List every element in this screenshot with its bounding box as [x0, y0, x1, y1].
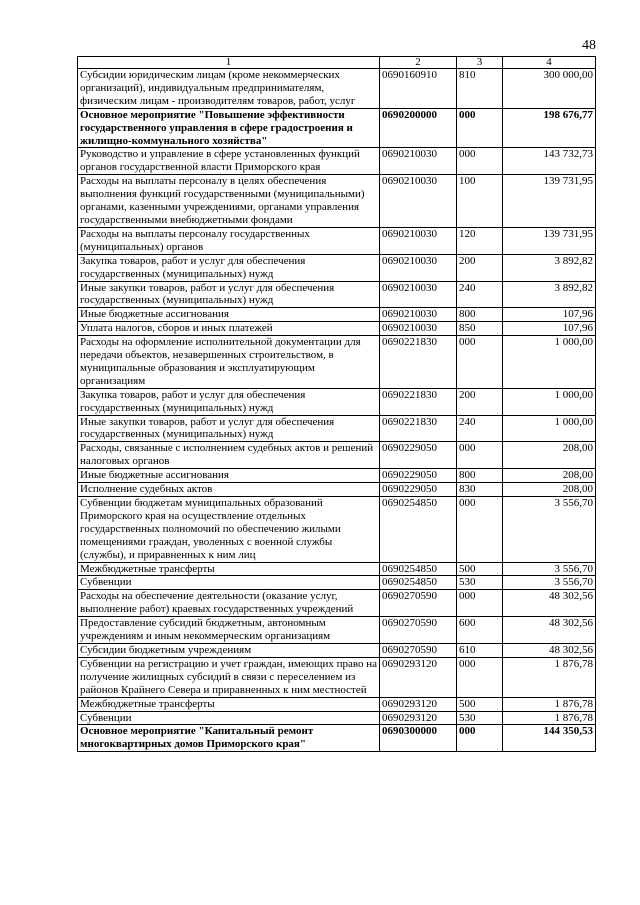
row-amount-cell: 139 731,95 [503, 175, 596, 228]
table-row [78, 69, 596, 109]
row-name-cell: Субвенции на регистрацию и учет граждан, имеющих право на получение жилищных субсидий в связи с переселением из районов Крайнего Севера и приравненных к ним местностей [78, 657, 380, 697]
row-code-cell: 0690254850 [380, 562, 457, 576]
row-amount-cell: 1 000,00 [503, 415, 596, 442]
row-name-cell: Расходы на выплаты персоналу государственных (муниципальных) органов [78, 227, 380, 254]
row-type-cell: 530 [457, 576, 503, 590]
row-code-cell: 0690210030 [380, 308, 457, 322]
row-amount-cell: 1 876,78 [503, 697, 596, 711]
table-row [78, 308, 596, 322]
header-row [78, 57, 596, 69]
row-name-cell: Иные закупки товаров, работ и услуг для обеспечения государственных (муниципальных) нужд [78, 415, 380, 442]
row-amount-cell: 208,00 [503, 469, 596, 483]
table-row [78, 415, 596, 442]
row-type-cell: 000 [457, 148, 503, 175]
row-code-cell: 0690254850 [380, 497, 457, 563]
row-code-cell: 0690229050 [380, 469, 457, 483]
row-type-cell: 800 [457, 469, 503, 483]
row-name-cell: Основное мероприятие "Капитальный ремонт многоквартирных домов Приморского края" [78, 725, 380, 752]
row-type-cell: 500 [457, 697, 503, 711]
row-type-cell: 120 [457, 227, 503, 254]
table-row [78, 657, 596, 697]
row-name-cell: Закупка товаров, работ и услуг для обеспечения государственных (муниципальных) нужд [78, 388, 380, 415]
row-name-cell: Субсидии бюджетным учреждениям [78, 643, 380, 657]
row-amount-cell: 3 892,82 [503, 281, 596, 308]
row-amount-cell: 48 302,56 [503, 590, 596, 617]
row-code-cell: 0690210030 [380, 281, 457, 308]
row-type-cell: 500 [457, 562, 503, 576]
row-amount-cell: 208,00 [503, 483, 596, 497]
row-type-cell: 000 [457, 108, 503, 148]
row-amount-cell: 1 876,78 [503, 711, 596, 725]
row-code-cell: 0690221830 [380, 336, 457, 389]
table-row [78, 254, 596, 281]
table-row [78, 281, 596, 308]
row-code-cell: 0690221830 [380, 415, 457, 442]
table-row [78, 576, 596, 590]
row-amount-cell: 143 732,73 [503, 148, 596, 175]
row-code-cell: 0690210030 [380, 175, 457, 228]
row-code-cell: 0690210030 [380, 148, 457, 175]
row-type-cell: 240 [457, 281, 503, 308]
header-cell-2: 2 [380, 57, 457, 69]
row-code-cell: 0690270590 [380, 590, 457, 617]
row-code-cell: 0690270590 [380, 617, 457, 644]
row-amount-cell: 3 892,82 [503, 254, 596, 281]
row-type-cell: 000 [457, 725, 503, 752]
table-row [78, 497, 596, 563]
row-amount-cell: 1 000,00 [503, 388, 596, 415]
table-row [78, 562, 596, 576]
row-name-cell: Субвенции [78, 576, 380, 590]
row-type-cell: 000 [457, 657, 503, 697]
row-type-cell: 850 [457, 322, 503, 336]
row-amount-cell: 3 556,70 [503, 576, 596, 590]
row-type-cell: 240 [457, 415, 503, 442]
header-cell-4: 4 [503, 57, 596, 69]
row-amount-cell: 1 876,78 [503, 657, 596, 697]
budget-table [77, 56, 596, 752]
row-name-cell: Закупка товаров, работ и услуг для обеспечения государственных (муниципальных) нужд [78, 254, 380, 281]
budget-table-body [78, 57, 596, 752]
row-name-cell: Межбюджетные трансферты [78, 697, 380, 711]
row-name-cell: Уплата налогов, сборов и иных платежей [78, 322, 380, 336]
row-type-cell: 000 [457, 442, 503, 469]
table-row [78, 336, 596, 389]
row-name-cell: Субсидии юридическим лицам (кроме некоммерческих организаций), индивидуальным предпринимателям, физическим лицам - производителям товаров, работ, услуг [78, 69, 380, 109]
row-type-cell: 610 [457, 643, 503, 657]
row-amount-cell: 139 731,95 [503, 227, 596, 254]
row-amount-cell: 48 302,56 [503, 617, 596, 644]
row-type-cell: 830 [457, 483, 503, 497]
row-code-cell: 0690254850 [380, 576, 457, 590]
table-row [78, 469, 596, 483]
row-name-cell: Расходы на обеспечение деятельности (оказание услуг, выполнение работ) краевых государственных учреждений [78, 590, 380, 617]
row-code-cell: 0690210030 [380, 254, 457, 281]
table-row [78, 322, 596, 336]
row-amount-cell: 3 556,70 [503, 562, 596, 576]
row-amount-cell: 198 676,77 [503, 108, 596, 148]
row-name-cell: Субвенции [78, 711, 380, 725]
table-row [78, 483, 596, 497]
row-code-cell: 0690221830 [380, 388, 457, 415]
row-type-cell: 800 [457, 308, 503, 322]
table-row [78, 697, 596, 711]
header-cell-3: 3 [457, 57, 503, 69]
table-row [78, 227, 596, 254]
row-type-cell: 200 [457, 254, 503, 281]
row-type-cell: 000 [457, 336, 503, 389]
row-code-cell: 0690229050 [380, 442, 457, 469]
row-code-cell: 0690293120 [380, 711, 457, 725]
page-number: 48 [582, 38, 596, 53]
table-row [78, 148, 596, 175]
row-type-cell: 100 [457, 175, 503, 228]
row-code-cell: 0690200000 [380, 108, 457, 148]
row-code-cell: 0690293120 [380, 657, 457, 697]
row-name-cell: Руководство и управление в сфере установленных функций органов государственной власти Приморского края [78, 148, 380, 175]
row-code-cell: 0690210030 [380, 322, 457, 336]
row-code-cell: 0690160910 [380, 69, 457, 109]
row-name-cell: Предоставление субсидий бюджетным, автономным учреждениям и иным некоммерческим организациям [78, 617, 380, 644]
row-code-cell: 0690270590 [380, 643, 457, 657]
row-type-cell: 200 [457, 388, 503, 415]
row-name-cell: Расходы, связанные с исполнением судебных актов и решений налоговых органов [78, 442, 380, 469]
row-amount-cell: 208,00 [503, 442, 596, 469]
row-amount-cell: 3 556,70 [503, 497, 596, 563]
row-type-cell: 600 [457, 617, 503, 644]
row-code-cell: 0690300000 [380, 725, 457, 752]
row-amount-cell: 48 302,56 [503, 643, 596, 657]
table-row [78, 108, 596, 148]
table-row [78, 388, 596, 415]
row-amount-cell: 144 350,53 [503, 725, 596, 752]
row-code-cell: 0690293120 [380, 697, 457, 711]
row-name-cell: Иные бюджетные ассигнования [78, 469, 380, 483]
row-name-cell: Иные закупки товаров, работ и услуг для обеспечения государственных (муниципальных) нужд [78, 281, 380, 308]
row-type-cell: 810 [457, 69, 503, 109]
table-row [78, 590, 596, 617]
table-row [78, 175, 596, 228]
table-row [78, 442, 596, 469]
row-code-cell: 0690229050 [380, 483, 457, 497]
row-name-cell: Исполнение судебных актов [78, 483, 380, 497]
row-type-cell: 000 [457, 497, 503, 563]
row-name-cell: Основное мероприятие "Повышение эффективности государственного управления в сфере градостроения и жилищно-коммунального хозяйства" [78, 108, 380, 148]
header-cell-1: 1 [78, 57, 380, 69]
table-row [78, 711, 596, 725]
row-amount-cell: 107,96 [503, 308, 596, 322]
row-type-cell: 000 [457, 590, 503, 617]
table-row [78, 643, 596, 657]
row-name-cell: Расходы на оформление исполнительной документации для передачи объектов, незавершенных строительством, в муниципальные образования и эксплуатирующим организациям [78, 336, 380, 389]
row-amount-cell: 107,96 [503, 322, 596, 336]
row-type-cell: 530 [457, 711, 503, 725]
table-row [78, 617, 596, 644]
row-name-cell: Субвенции бюджетам муниципальных образований Приморского края на осуществление отдельных государственных полномочий по обеспечению жилыми помещениями граждан, уволенных с военной службы (службы), и приравненных к ним лиц [78, 497, 380, 563]
row-amount-cell: 300 000,00 [503, 69, 596, 109]
row-name-cell: Межбюджетные трансферты [78, 562, 380, 576]
row-name-cell: Иные бюджетные ассигнования [78, 308, 380, 322]
table-row [78, 725, 596, 752]
row-amount-cell: 1 000,00 [503, 336, 596, 389]
row-code-cell: 0690210030 [380, 227, 457, 254]
row-name-cell: Расходы на выплаты персоналу в целях обеспечения выполнения функций государственными (муниципальными) органами, казенными учреждениями, органами управления государственными внебюджетными фондами [78, 175, 380, 228]
